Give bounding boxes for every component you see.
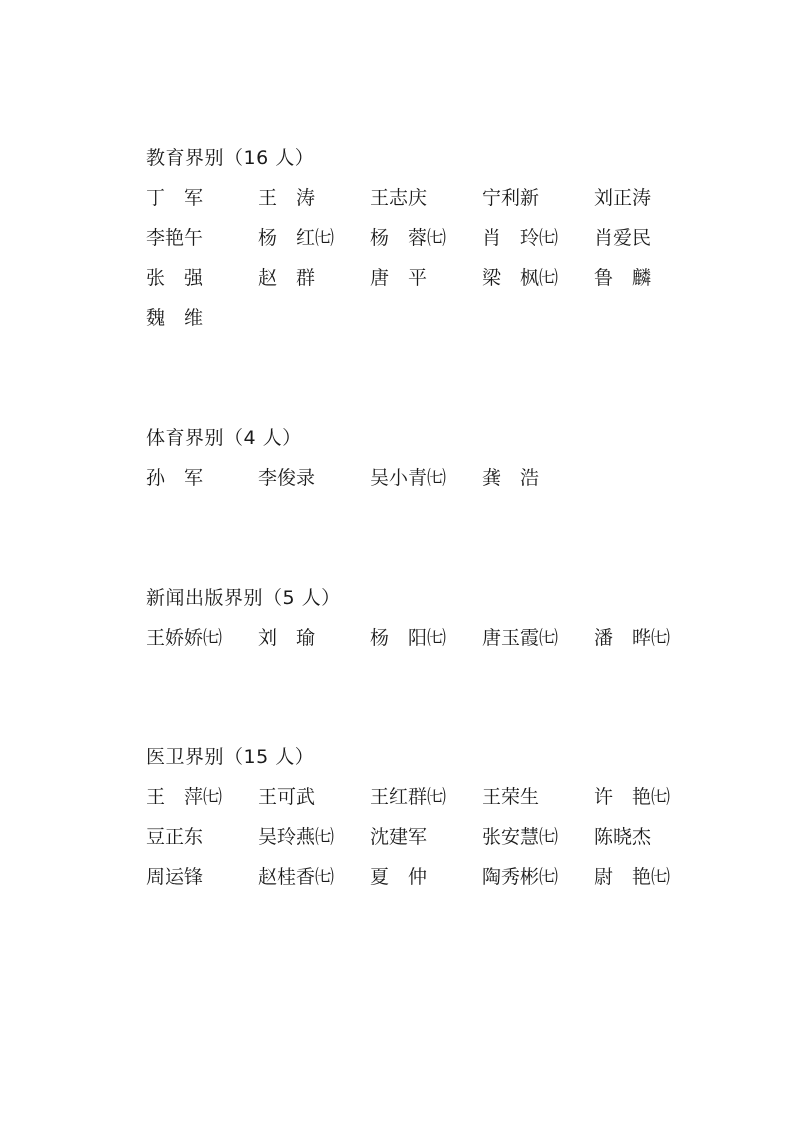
section-heading: 教育界别（16 人） <box>146 147 315 169</box>
member-name: 王 涛 <box>258 187 316 209</box>
member-name: 王可武 <box>258 786 316 808</box>
member-name: 周运锋 <box>146 866 204 888</box>
name-grid <box>146 785 706 889</box>
section-heading: 新闻出版界别（5 人） <box>146 587 341 609</box>
member-name: 杨 红㈦ <box>258 227 335 249</box>
member-name: 王 萍㈦ <box>146 786 223 808</box>
section-medical <box>146 745 706 889</box>
member-name: 丁 军 <box>146 187 204 209</box>
member-name: 龚 浩 <box>482 467 540 489</box>
member-name: 唐玉霞㈦ <box>482 627 559 649</box>
member-name: 王志庆 <box>370 187 428 209</box>
section-education <box>146 146 706 330</box>
member-name: 梁 枫㈦ <box>482 267 559 289</box>
member-name: 肖 玲㈦ <box>482 227 559 249</box>
member-name: 陈晓杰 <box>594 826 652 848</box>
member-name: 赵 群 <box>258 267 316 289</box>
member-name: 鲁 麟 <box>594 267 652 289</box>
member-name: 许 艳㈦ <box>594 786 671 808</box>
member-name: 吴小青㈦ <box>370 467 447 489</box>
member-name: 王荣生 <box>482 786 540 808</box>
member-name: 刘正涛 <box>594 187 652 209</box>
member-name: 唐 平 <box>370 267 428 289</box>
member-name: 张 强 <box>146 267 204 289</box>
member-name: 王红群㈦ <box>370 786 447 808</box>
member-name: 刘 瑜 <box>258 627 316 649</box>
name-grid <box>146 186 706 330</box>
member-name: 王娇娇㈦ <box>146 627 223 649</box>
section-heading: 体育界别（4 人） <box>146 427 302 449</box>
member-name: 豆正东 <box>146 826 204 848</box>
member-name: 潘 晔㈦ <box>594 627 671 649</box>
member-name: 杨 蓉㈦ <box>370 227 447 249</box>
member-name: 李俊录 <box>258 467 316 489</box>
member-name: 夏 仲 <box>370 866 428 888</box>
member-name: 孙 军 <box>146 467 204 489</box>
name-grid <box>146 626 706 650</box>
section-heading: 医卫界别（15 人） <box>146 746 315 768</box>
member-name: 尉 艳㈦ <box>594 866 671 888</box>
member-name: 沈建军 <box>370 826 428 848</box>
section-sports <box>146 426 706 490</box>
member-name: 宁利新 <box>482 187 540 209</box>
section-press <box>146 586 706 650</box>
member-name: 杨 阳㈦ <box>370 627 447 649</box>
member-name: 吴玲燕㈦ <box>258 826 335 848</box>
member-name: 赵桂香㈦ <box>258 866 335 888</box>
name-grid <box>146 466 706 490</box>
member-name: 魏 维 <box>146 307 204 329</box>
member-name: 张安慧㈦ <box>482 826 559 848</box>
member-name: 肖爱民 <box>594 227 652 249</box>
member-name: 李艳午 <box>146 227 204 249</box>
member-name: 陶秀彬㈦ <box>482 866 559 888</box>
